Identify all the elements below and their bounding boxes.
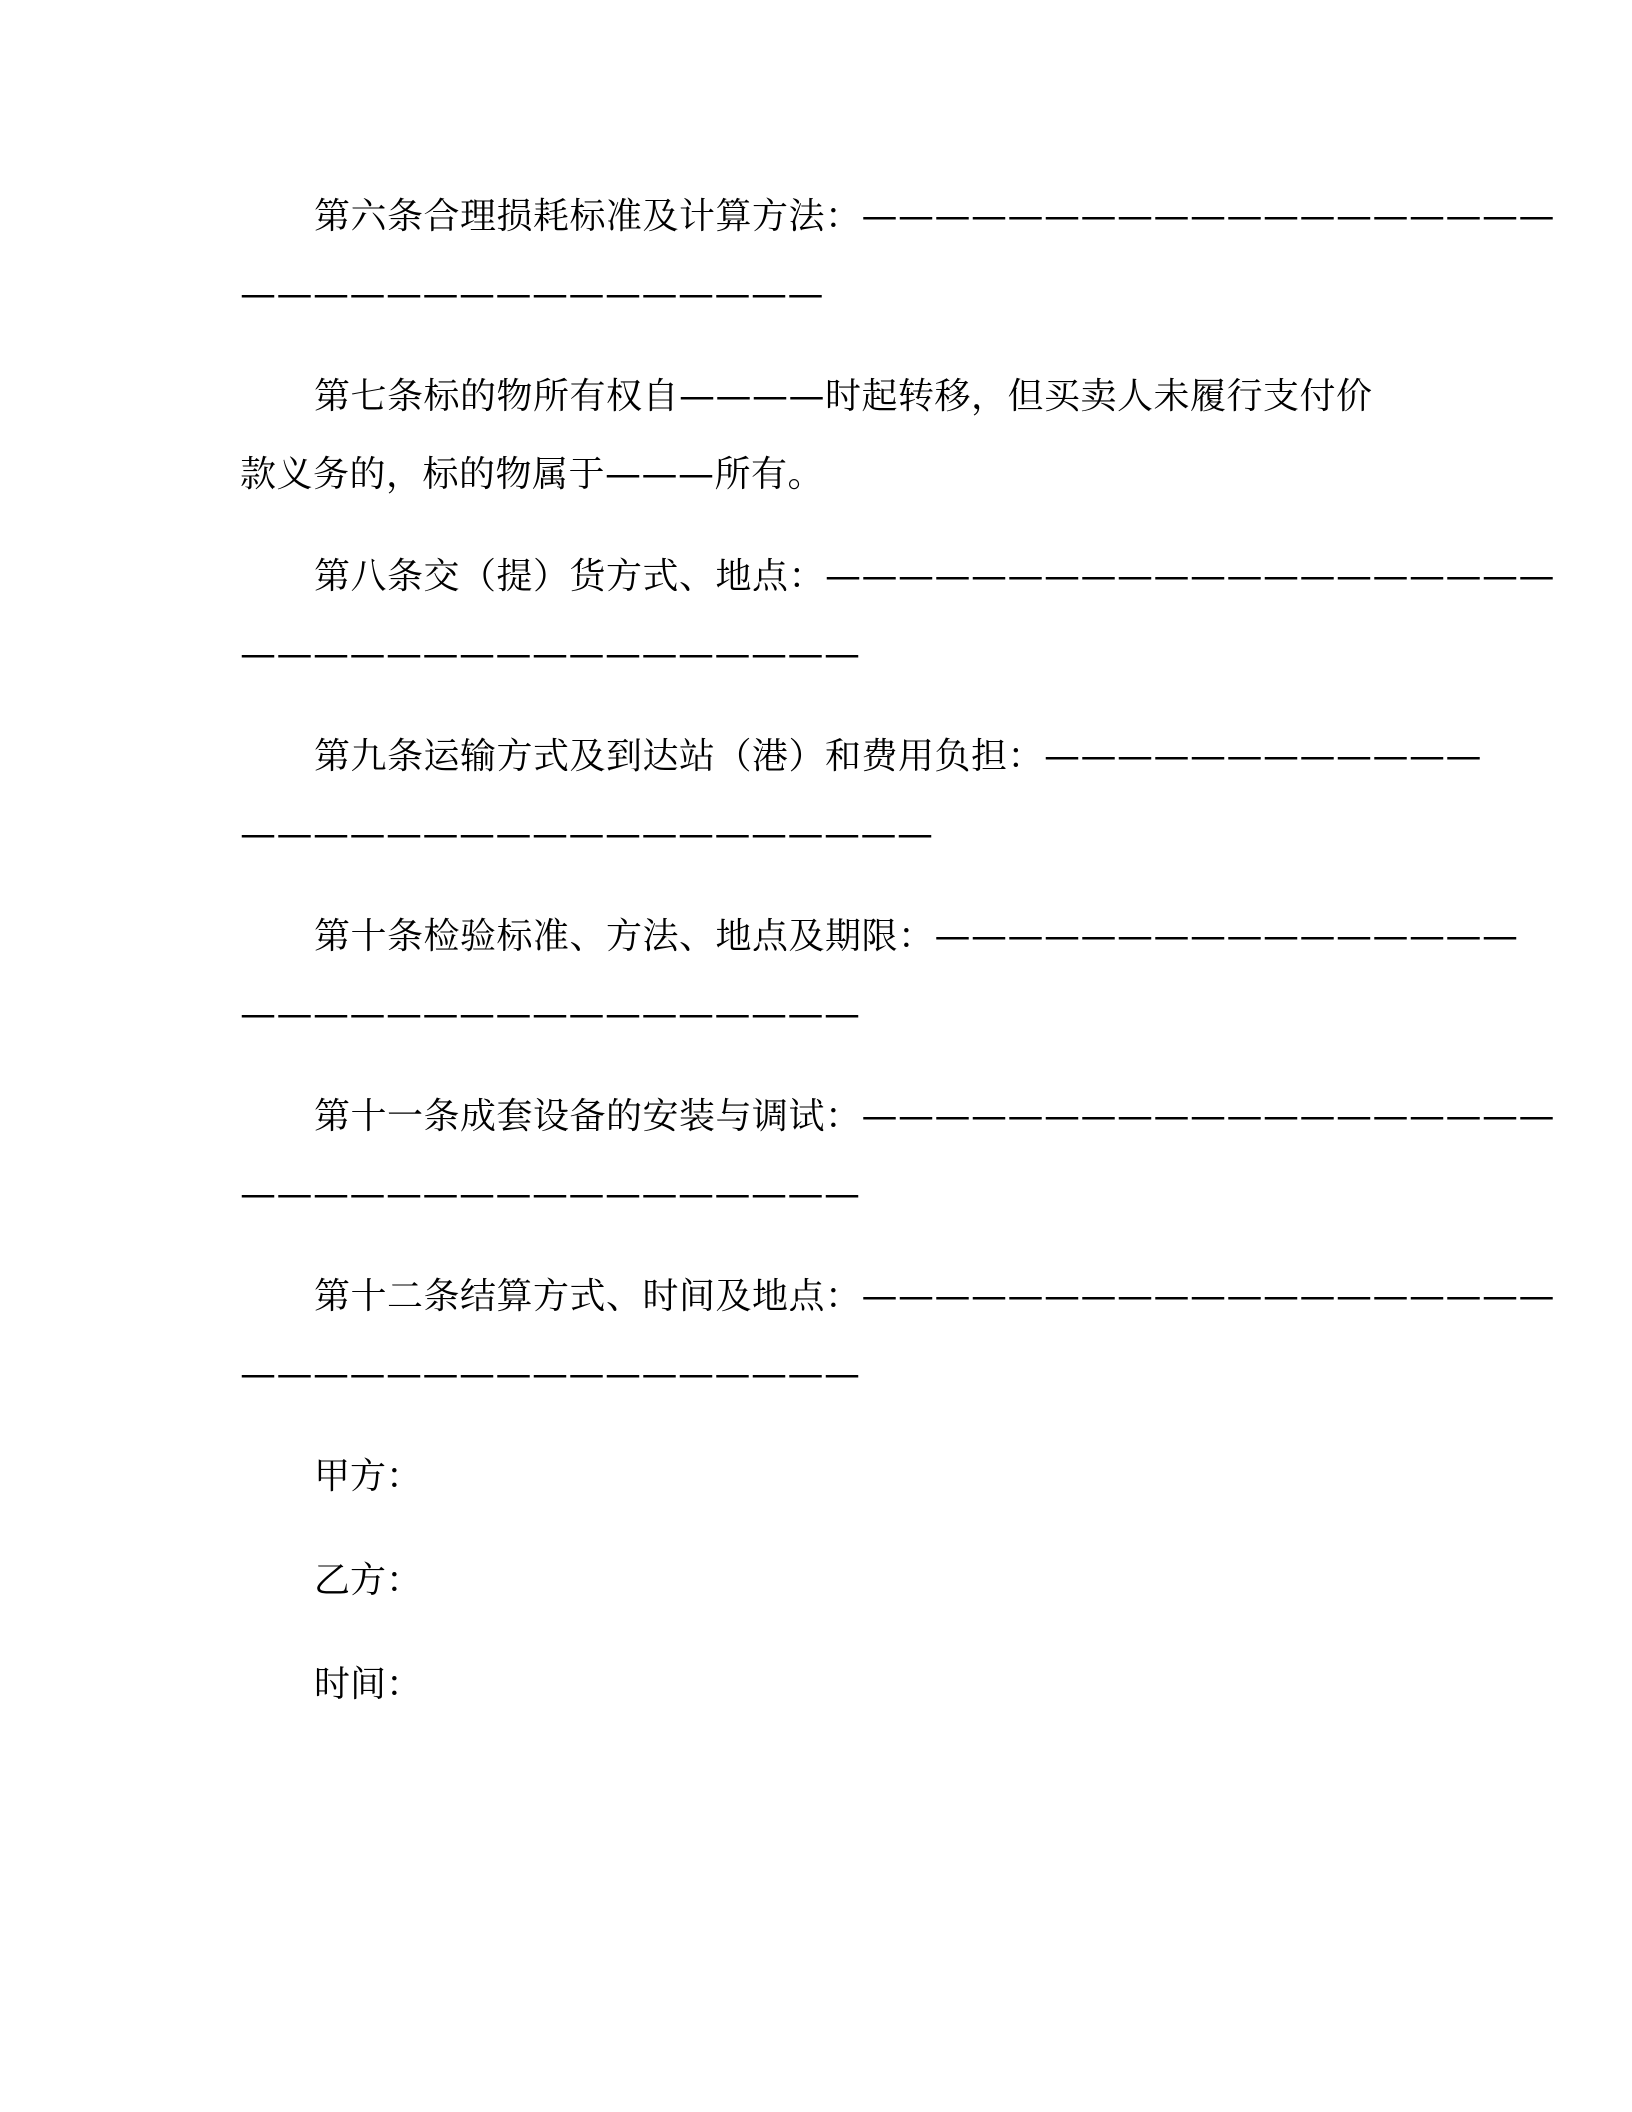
clause-7-line-2: 款义务的，标的物属于———所有。 — [240, 454, 825, 495]
clause-7-line-1: 第七条标的物所有权自————时起转移，但买卖人未履行支付价 — [314, 376, 1373, 417]
clause-12-line-1: 第十二条结算方式、时间及地点：——————————————————— — [314, 1276, 1556, 1317]
clause-12-line-2: ————————————————— — [240, 1354, 861, 1395]
clause-8-line-1: 第八条交（提）货方式、地点：———————————————————— — [314, 556, 1556, 597]
clause-10-line-2: ————————————————— — [240, 994, 861, 1035]
clause-9-line-1: 第九条运输方式及到达站（港）和费用负担：———————————— — [314, 736, 1483, 777]
clause-9 — [240, 718, 1483, 874]
clause-10 — [240, 898, 1519, 1054]
clause-11 — [240, 1078, 1556, 1234]
clause-9-line-2: ——————————————————— — [240, 814, 934, 855]
clause-10-line-1: 第十条检验标准、方法、地点及期限：———————————————— — [314, 916, 1519, 957]
clause-6 — [240, 178, 1556, 334]
date-label: 时间： — [314, 1664, 423, 1705]
clause-11-line-1: 第十一条成套设备的安装与调试：——————————————————— — [314, 1096, 1556, 1137]
clause-8 — [240, 538, 1556, 694]
party-b-label: 乙方： — [314, 1560, 423, 1601]
clause-12 — [240, 1258, 1556, 1414]
clause-7 — [240, 358, 1390, 514]
clause-6-line-2: ———————————————— — [240, 274, 824, 315]
party-a-label: 甲方： — [314, 1456, 423, 1497]
clause-6-line-1: 第六条合理损耗标准及计算方法：——————————————————— — [314, 196, 1556, 237]
clause-8-line-2: ————————————————— — [240, 634, 861, 675]
clause-11-line-2: ————————————————— — [240, 1174, 861, 1215]
